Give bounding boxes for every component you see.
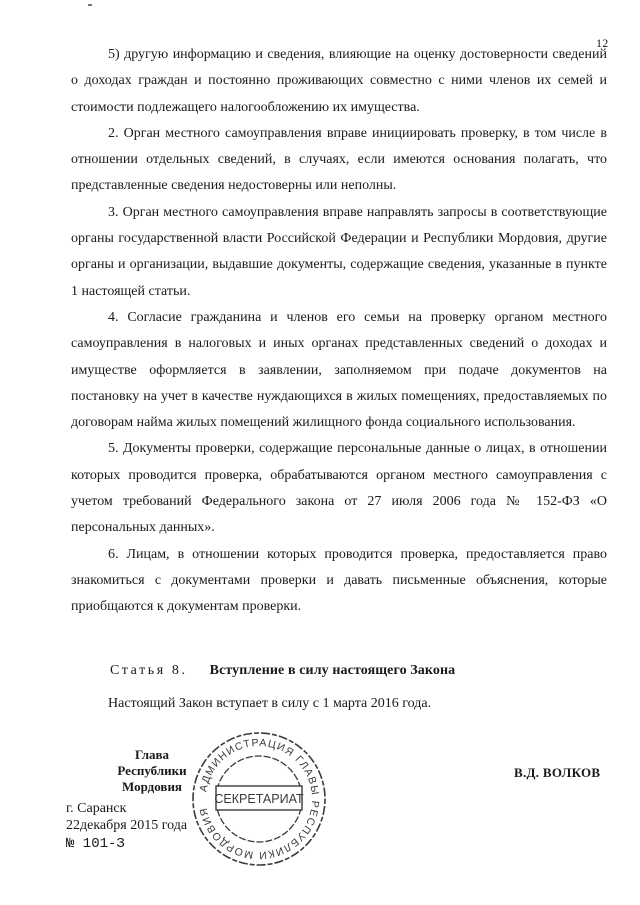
paragraph-part-6: 6. Лицам, в отношении которых проводится проверка, предоставляется право знакомиться с документами проверки и давать письменные объяснения, которые приобщаются к документам проверки. (71, 546, 607, 615)
paragraph-part-3: 3. Орган местного самоуправления вправе направлять запросы в соответствующие органы государственной власти Российской Федерации и Республики Мордовия, другие органы и организации, выдавшие документы, содержащие сведения, указанные в пункте 1 настоящей статьи. (71, 204, 607, 299)
article-title: Вступление в силу настоящего Закона (209, 663, 456, 678)
article-text: Настоящий Закон вступает в силу с 1 марта 2016 года. (108, 696, 432, 711)
scan-artifact (88, 4, 92, 6)
signatory-position-line2: Республики Мордовия (117, 763, 187, 794)
stamp-ring-text: АДМИНИСТРАЦИЯ ГЛАВЫ РЕСПУБЛИКИ МОРДОВИЯ (197, 736, 322, 862)
stamp-center-text: СЕКРЕТАРИАТ (214, 792, 304, 806)
paragraph-part-5: 5. Документы проверки, содержащие персональные данные о лицах, в отношении которых проводится проверка, обрабатываются органом местного самоуправления с учетом требований Федерального закона от 27 июля 2006 года № 152-ФЗ «О персональных данных». (71, 441, 607, 536)
paragraph-part-4: 4. Согласие гражданина и членов его семьи на проверку органом местного самоуправления в налоговых и иных органах представленных сведений о доходах и имуществе оформляется в заявлении, заполняемом при подаче документов на постановку на учет в качестве нуждающихся в жилых помещениях, предоставляемых по договорам найма жилых помещений жилищного фонда социального использования. (71, 309, 607, 431)
issue-date: 22декабря 2015 года (66, 818, 188, 833)
signatory-name: В.Д. ВОЛКОВ (514, 765, 601, 780)
signatory-position-line1: Глава (134, 747, 170, 762)
document-number: № 101-З (66, 836, 125, 852)
issue-place-date (66, 800, 187, 834)
article-heading (110, 663, 455, 679)
official-stamp-icon (190, 730, 328, 868)
paragraph-part-2: 2. Орган местного самоуправления вправе инициировать проверку, в том числе в отношении отдельных сведений, в случаях, если имеются основания полагать, что представленные сведения недостоверны или неполны. (71, 125, 607, 194)
article-label: Статья 8. (110, 663, 188, 678)
issue-place: г. Саранск (66, 801, 127, 816)
page-number: 12 (596, 36, 609, 50)
document-body (71, 42, 607, 621)
paragraph-item-5: 5) другую информацию и сведения, влияющие на оценку достоверности сведений о доходах граждан и постоянно проживающих совместно с ними членов их семей и стоимости подлежащего налогообложению их имущества. (71, 47, 607, 115)
